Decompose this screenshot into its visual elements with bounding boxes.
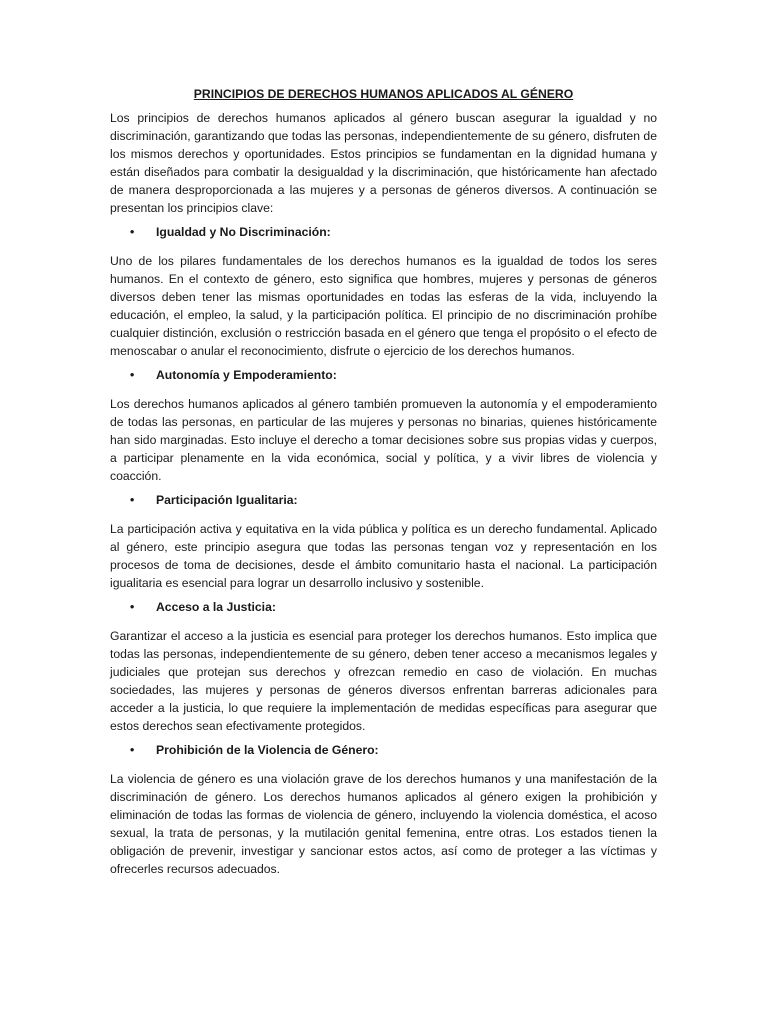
bullet-icon: • xyxy=(130,368,135,382)
bullet-icon: • xyxy=(130,600,135,614)
section-body-igualdad: Uno de los pilares fundamentales de los derechos humanos es la igualdad de todos los seres humanos. En el contexto de género, esto significa que hombres, mujeres y personas de géneros diversos deben tener las mismas oportunidades en todas las esferas de la vida, incluyendo la educación, el empleo, la salud, y la participación política. El principio de no discriminación prohíbe cualquier distinción, exclusión o restricción basada en el género que tenga el propósito o el efecto de menoscabar o anular el reconocimiento, disfrute o ejercicio de los derechos humanos. xyxy=(110,254,657,358)
document-page xyxy=(110,85,657,884)
document-title: PRINCIPIOS DE DERECHOS HUMANOS APLICADOS AL GÉNERO xyxy=(193,87,574,101)
section-body-justicia: Garantizar el acceso a la justicia es esencial para proteger los derechos humanos. Esto implica que todas las personas, independientemente de su género, deben tener acceso a mecanismos legales y judiciales que protejan sus derechos y ofrezcan remedio en caso de violación. En muchas sociedades, las mujeres y personas de géneros diversos enfrentan barreras adicionales para acceder a la justicia, lo que requiere la implementación de medidas específicas para asegurar que estos derechos sean efectivamente protegidos. xyxy=(110,629,657,733)
section-heading-participacion xyxy=(110,491,657,509)
intro-paragraph: Los principios de derechos humanos aplicados al género buscan asegurar la igualdad y no discriminación, garantizando que todas las personas, independientemente de su género, disfruten de los mismos derechos y oportunidades. Estos principios se fundamentan en la dignidad humana y están diseñados para combatir la desigualdad y la discriminación, que históricamente han afectado de manera desproporcionada a las mujeres y a personas de géneros diversos. A continuación se presentan los principios clave: xyxy=(110,111,657,215)
section-heading-label: Prohibición de la Violencia de Género: xyxy=(156,743,379,757)
section-heading-autonomia xyxy=(110,366,657,384)
section-heading-label: Igualdad y No Discriminación: xyxy=(156,225,331,239)
section-body-violencia: La violencia de género es una violación grave de los derechos humanos y una manifestación de la discriminación de género. Los derechos humanos aplicados al género exigen la prohibición y eliminación de todas las formas de violencia de género, incluyendo la violencia doméstica, el acoso sexual, la trata de personas, y la mutilación genital femenina, entre otras. Los estados tienen la obligación de prevenir, investigar y sancionar estos actos, así como de proteger a las víctimas y ofrecerles recursos adecuados. xyxy=(110,772,657,876)
section-heading-label: Autonomía y Empoderamiento: xyxy=(156,368,337,382)
section-heading-igualdad xyxy=(110,223,657,241)
section-heading-justicia xyxy=(110,598,657,616)
bullet-icon: • xyxy=(130,493,135,507)
section-body-participacion: La participación activa y equitativa en la vida pública y política es un derecho fundamental. Aplicado al género, este principio asegura que todas las personas tengan voz y representación en los procesos de toma de decisiones, desde el ámbito comunitario hasta el nacional. La participación igualitaria es esencial para lograr un desarrollo inclusivo y sostenible. xyxy=(110,522,657,590)
section-heading-violencia xyxy=(110,741,657,759)
section-heading-label: Participación Igualitaria: xyxy=(156,493,298,507)
bullet-icon: • xyxy=(130,743,135,757)
section-body-autonomia: Los derechos humanos aplicados al género también promueven la autonomía y el empoderamiento de todas las personas, en particular de las mujeres y personas no binarias, quienes históricamente han sido marginadas. Esto incluye el derecho a tomar decisiones sobre sus propias vidas y cuerpos, a participar plenamente en la vida económica, social y política, y a vivir libres de violencia y coacción. xyxy=(110,397,657,483)
section-heading-label: Acceso a la Justicia: xyxy=(156,600,276,614)
bullet-icon: • xyxy=(130,225,135,239)
